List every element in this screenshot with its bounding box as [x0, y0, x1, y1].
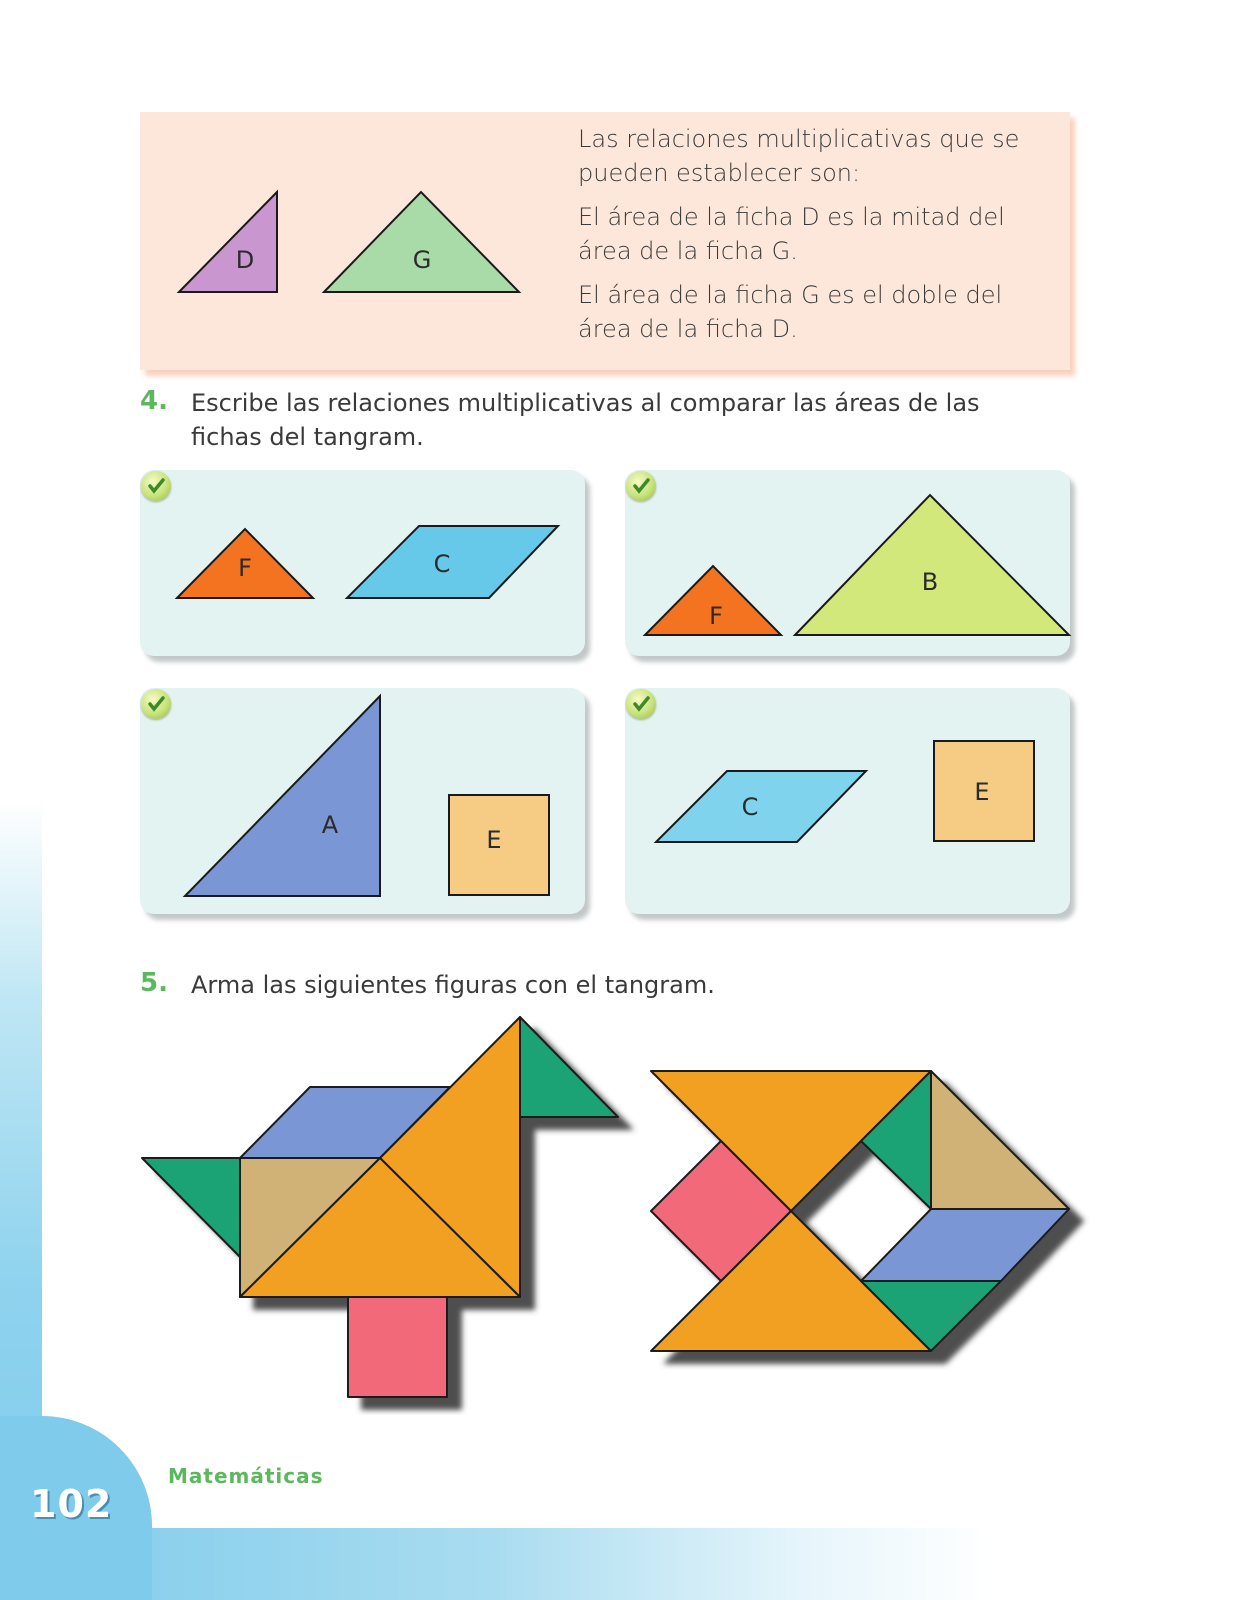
question-text-5: Arma las siguientes figuras con el tangram.: [191, 971, 715, 999]
tangram-piece-d: [179, 192, 277, 292]
subject-label: Matemáticas: [168, 1464, 324, 1488]
tangram-parallelogram: [861, 1209, 1069, 1281]
card-4-shapes: [650, 735, 1045, 850]
piece-label-f: F: [238, 554, 252, 582]
fish-figure: [640, 1055, 1100, 1370]
piece-label-e: E: [974, 778, 990, 806]
intro-text: [578, 122, 1056, 356]
page-number: 102: [30, 1482, 113, 1526]
page-footer-band: [0, 1528, 1236, 1600]
tangram-small-triangle: [520, 1017, 618, 1117]
card-1-shapes: [170, 520, 565, 605]
bird-figure: [130, 1005, 640, 1415]
piece-label-a: A: [321, 811, 339, 839]
piece-label-c: C: [741, 793, 759, 821]
check-icon: [626, 689, 656, 719]
question-number-4: 4.: [140, 386, 168, 416]
piece-label-e: E: [486, 826, 502, 854]
question-text-4: Escribe las relaciones multiplicativas al comparar las áreas de las fichas del tangram.: [191, 389, 980, 451]
piece-label-b: B: [921, 568, 939, 596]
tangram-piece-a: [185, 696, 380, 896]
card-3-shapes: [180, 690, 560, 905]
tangram-piece-g: [324, 192, 519, 292]
check-icon: [141, 689, 171, 719]
intro-shapes: [160, 180, 540, 305]
tangram-square: [348, 1297, 447, 1397]
intro-paragraph: El área de la ficha D es la mitad del área de la ficha G.: [578, 203, 1005, 265]
intro-paragraph: El área de la ficha G es el doble del área de la ficha D.: [578, 281, 1003, 343]
tangram-medium-triangle: [931, 1071, 1069, 1209]
tangram-piece-c: [656, 771, 866, 842]
card-2-shapes: [640, 490, 1075, 640]
piece-label-c: C: [433, 550, 451, 578]
piece-label-f: F: [709, 602, 723, 630]
tangram-piece-c: [347, 526, 558, 598]
piece-label-d: D: [235, 246, 255, 274]
question-number-5: 5.: [140, 968, 168, 998]
piece-label-g: G: [412, 246, 432, 274]
tangram-small-triangle: [142, 1158, 240, 1257]
check-icon: [141, 471, 171, 501]
intro-paragraph: Las relaciones multiplicativas que se pueden establecer son:: [578, 125, 1020, 187]
tangram-piece-b: [795, 495, 1069, 635]
